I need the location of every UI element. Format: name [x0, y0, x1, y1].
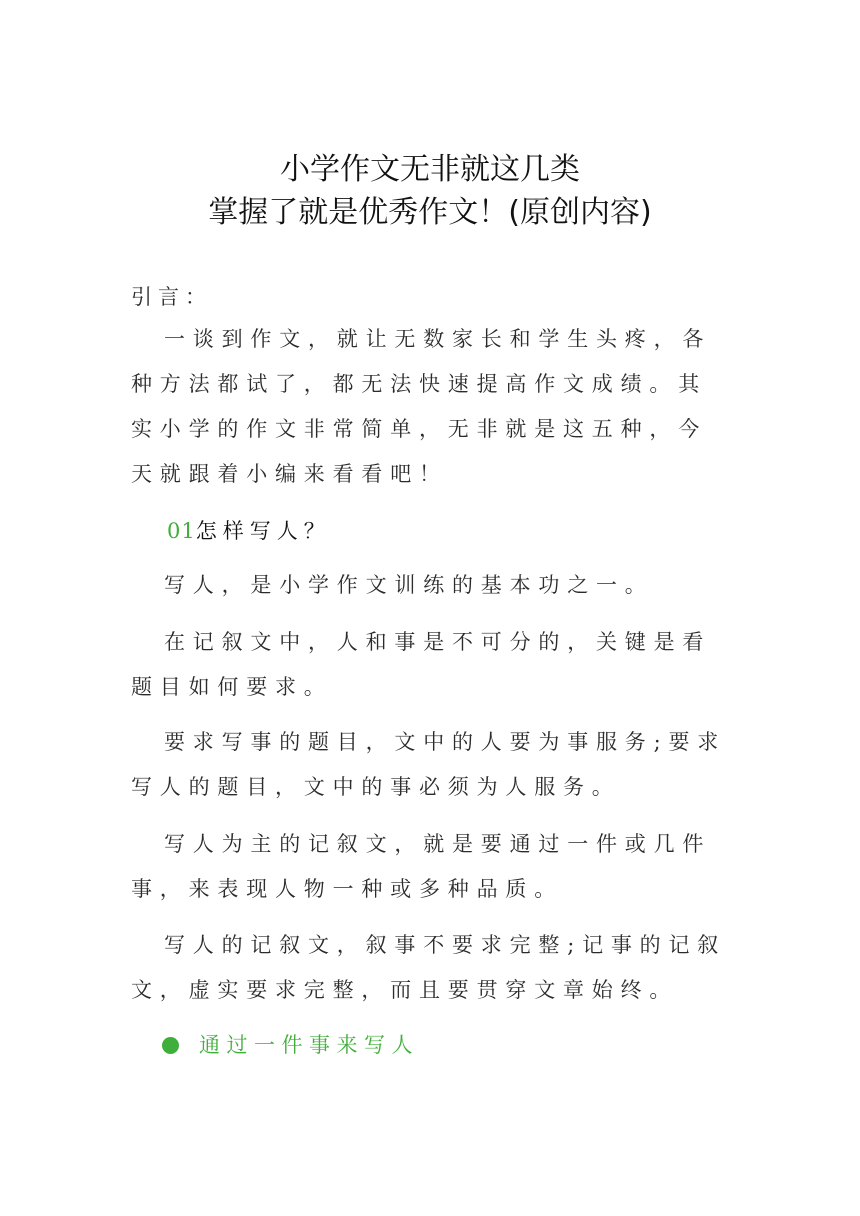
- subsection-heading: [162, 1025, 419, 1065]
- paragraph-5: 写人的记叙文，叙事不要求完整;记事的记叙文，虚实要求完整，而且要贯穿文章始终。: [131, 933, 727, 1002]
- section-heading: [167, 511, 331, 551]
- paragraph-3: 要求写事的题目，文中的人要为事服务;要求写人的题目，文中的事必须为人服务。: [131, 730, 727, 799]
- title-line-1: 小学作文无非就这几类: [280, 152, 580, 187]
- paragraph-4: 写人为主的记叙文，就是要通过一件或几件事，来表现人物一种或多种品质。: [131, 832, 712, 901]
- intro-label: 引言：: [131, 285, 212, 309]
- intro-paragraph: 一谈到作文，就让无数家长和学生头疼，各种方法都试了，都无法快速提高作文成绩。其实小学的作文非常简单，无非就是这五种，今天就跟着小编来看看吧！: [131, 327, 712, 486]
- paragraph-1: 写人，是小学作文训练的基本功之一。: [164, 573, 654, 597]
- subsection-label: 通过一件事来写人: [199, 1033, 419, 1057]
- paragraph-2: 在记叙文中，人和事是不可分的，关键是看题目如何要求。: [131, 630, 712, 699]
- section-number: 01: [167, 519, 196, 543]
- bullet-dot-icon: [162, 1037, 179, 1054]
- section-title: 怎样写人？: [195, 519, 331, 543]
- title-line-2: 掌握了就是优秀作文！(原创内容): [208, 195, 652, 230]
